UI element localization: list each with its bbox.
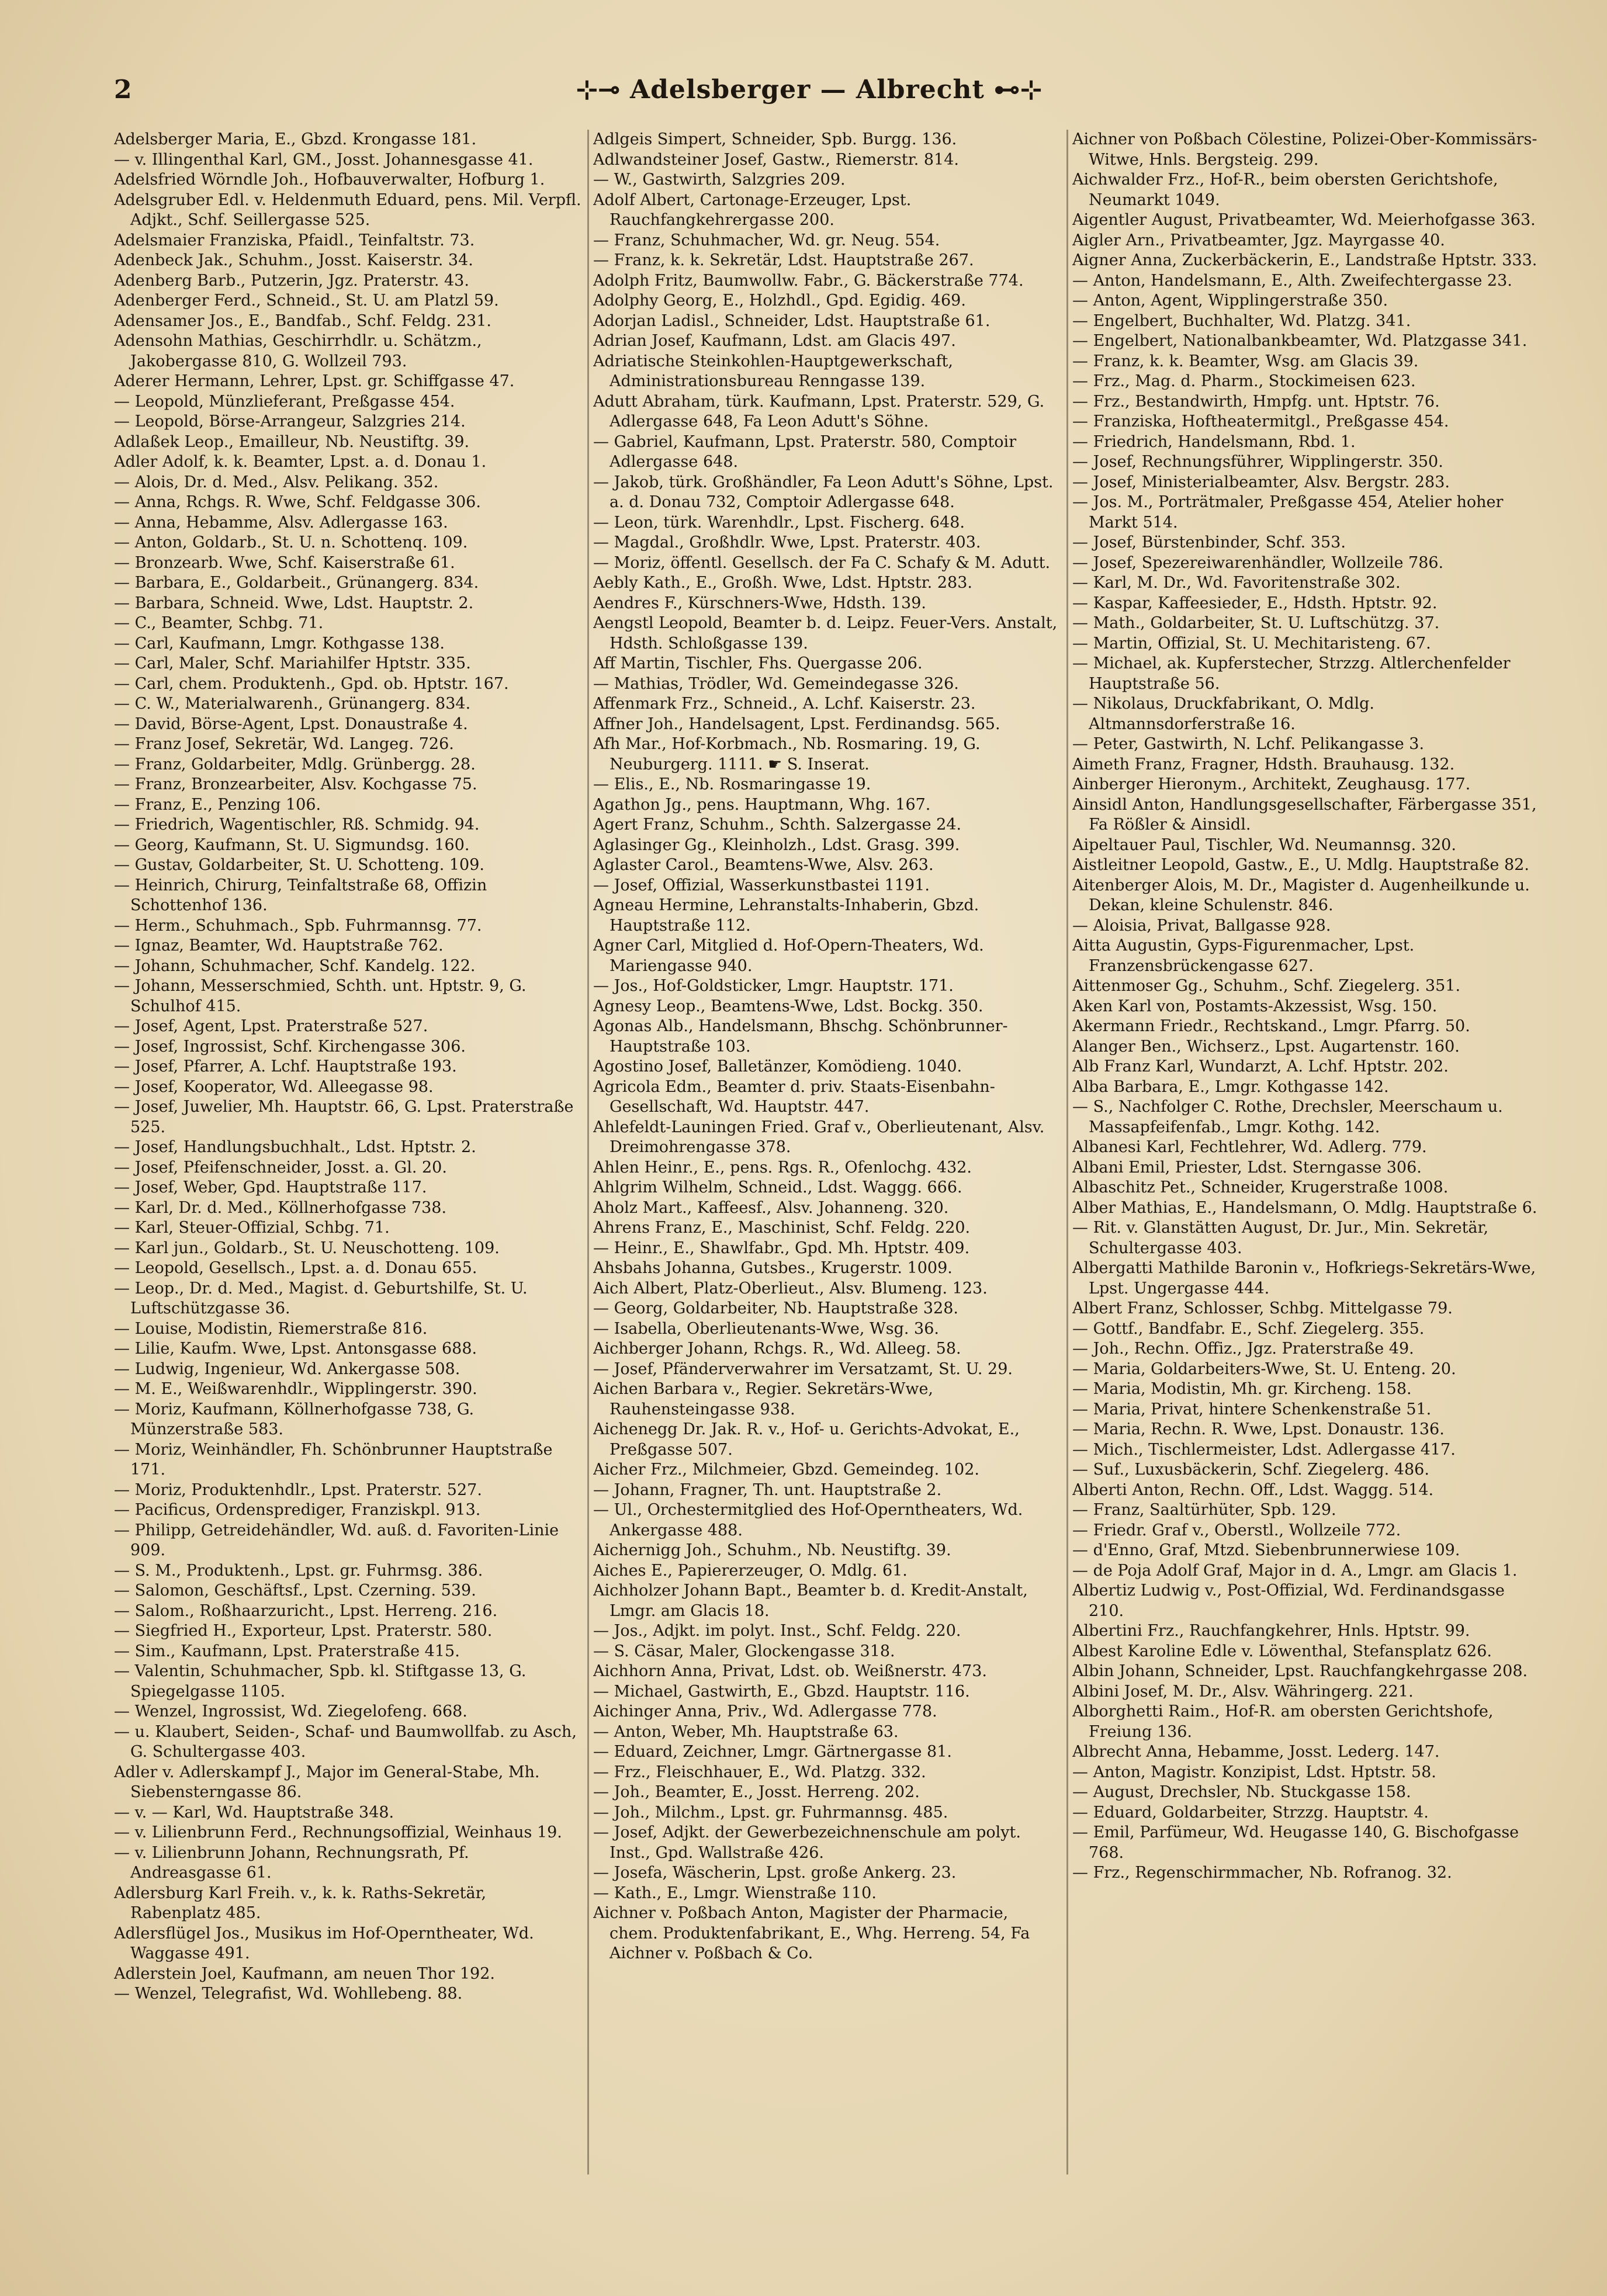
directory-entry: Ahlefeldt-Launingen Fried. Graf v., Oberlieutenant, Alsv. Dreimohrengasse 378. (593, 1118, 1045, 1156)
directory-entry: Albertini Frz., Rauchfangkehrer, Hnls. Hptstr. 99. (1072, 1622, 1470, 1640)
directory-entry: — August, Drechsler, Nb. Stuckgasse 158. (1072, 1783, 1411, 1801)
directory-entry: Agnesy Leop., Beamtens-Wwe, Ldst. Bockg. 350. (593, 997, 983, 1015)
directory-entry: — Salom., Roßhaarzuricht., Lpst. Herreng. 216. (114, 1601, 498, 1620)
directory-entry: — Josef, Offizial, Wasserkunstbastei 1191. (593, 876, 930, 894)
directory-entry: — Jos., Adjkt. im polyt. Inst., Schf. Feldg. 220. (593, 1622, 961, 1640)
directory-entry: — Maria, Privat, hintere Schenkenstraße 51. (1072, 1400, 1432, 1418)
directory-entry: — Peter, Gastwirth, N. Lchf. Pelikangasse 3. (1072, 735, 1425, 753)
directory-entry: — S. Cäsar, Maler, Glockengasse 318. (593, 1642, 895, 1660)
directory-entry: — Isabella, Oberlieutenants-Wwe, Wsg. 36. (593, 1319, 939, 1338)
directory-entry: Aken Karl von, Postamts-Akzessist, Wsg. 150. (1072, 997, 1438, 1015)
directory-entry: — Frz., Fleischhauer, E., Wd. Platzg. 332. (593, 1763, 926, 1781)
directory-entry: — Barbara, E., Goldarbeit., Grünangerg. 834. (114, 574, 479, 592)
directory-entry: — C., Beamter, Schbg. 71. (114, 614, 324, 632)
directory-entry: — Anton, Magistr. Konzipist, Ldst. Hptstr. 58. (1072, 1763, 1436, 1781)
directory-entry: — Carl, chem. Produktenh., Gpd. ob. Hptstr. 167. (114, 674, 509, 693)
directory-entry: Adelsgruber Edl. v. Heldenmuth Eduard, pens. Mil. Verpfl. Adjkt., Schf. Seillergasse 525. (114, 190, 581, 229)
directory-entry: — Friedr. Graf v., Oberstl., Wollzeile 772. (1072, 1521, 1401, 1539)
directory-entry: — Josef, Kooperator, Wd. Alleegasse 98. (114, 1077, 434, 1096)
directory-entry: Aichernigg Joh., Schuhm., Nb. Neustiftg. 39. (593, 1541, 951, 1559)
directory-entry: — Siegfried H., Exporteur, Lpst. Praterstr. 580. (114, 1622, 493, 1640)
directory-entry: — Heinrich, Chirurg, Teinfaltstraße 68, Offizin Schottenhof 136. (114, 876, 487, 914)
directory-entry: — Michael, Gastwirth, E., Gbzd. Hauptstr. 116. (593, 1682, 970, 1701)
directory-entry: — de Poja Adolf Graf, Major in d. A., Lmgr. am Glacis 1. (1072, 1561, 1518, 1580)
directory-entry: — d'Enno, Graf, Mtzd. Siebenbrunnerwiese 109. (1072, 1541, 1460, 1559)
directory-entry: — Maria, Modistin, Mh. gr. Kircheng. 158. (1072, 1380, 1412, 1398)
directory-entry: Adenberg Barb., Putzerin, Jgz. Praterstr. 43. (114, 271, 469, 290)
directory-entry: — Mich., Tischlermeister, Ldst. Adlergasse 417. (1072, 1440, 1456, 1459)
directory-entry: Alberti Anton, Rechn. Off., Ldst. Waggg. 514. (1072, 1480, 1434, 1499)
directory-entry: — Engelbert, Buchhalter, Wd. Platzg. 341. (1072, 311, 1411, 330)
directory-entry: Ahrens Franz, E., Maschinist, Schf. Feldg. 220. (593, 1219, 971, 1237)
directory-entry: — Johann, Fragner, Th. unt. Hauptstraße 2. (593, 1480, 942, 1499)
directory-entry: Albaschitz Pet., Schneider, Krugerstraße 1008. (1072, 1178, 1449, 1196)
directory-entry: — Josef, Handlungsbuchhalt., Ldst. Hptstr. 2. (114, 1138, 476, 1156)
directory-entry: Aichhorn Anna, Privat, Ldst. ob. Weißnerstr. 473. (593, 1662, 987, 1680)
directory-entry: Aigner Anna, Zuckerbäckerin, E., Landstraße Hptstr. 333. (1072, 251, 1537, 269)
directory-entry: — Franz, E., Penzing 106. (114, 795, 321, 814)
directory-entry: — Barbara, Schneid. Wwe, Ldst. Hauptstr. 2. (114, 594, 474, 612)
directory-entry: — v. Illingenthal Karl, GM., Josst. Johannesgasse 41. (114, 150, 534, 169)
directory-entry: — Elis., E., Nb. Rosmaringasse 19. (593, 775, 871, 793)
directory-entry: — Kaspar, Kaffeesieder, E., Hdsth. Hptstr. 92. (1072, 594, 1438, 612)
directory-entry: Adelsfried Wörndle Joh., Hofbauverwalter, Hofburg 1. (114, 171, 545, 189)
directory-entry: — Joh., Rechn. Offiz., Jgz. Praterstraße 49. (1072, 1340, 1414, 1358)
page-number: 2 (114, 75, 132, 105)
directory-entry: — Leopold, Börse-Arrangeur, Salzgries 214. (114, 412, 466, 431)
page-header (114, 75, 1505, 110)
directory-entry: Albani Emil, Priester, Ldst. Sterngasse 306. (1072, 1158, 1422, 1177)
directory-entry: Albert Franz, Schlosser, Schbg. Mittelgasse 79. (1072, 1299, 1453, 1317)
directory-entry: — Suf., Luxusbäckerin, Schf. Ziegelerg. 486. (1072, 1461, 1429, 1479)
directory-entry: — Leopold, Gesellsch., Lpst. a. d. Donau 655. (114, 1259, 477, 1277)
directory-entry: — Josef, Ministerialbeamter, Alsv. Bergstr. 283. (1072, 473, 1450, 491)
directory-entry: — Eduard, Goldarbeiter, Strzzg. Hauptstr. 4. (1072, 1803, 1429, 1822)
directory-entry: — Sim., Kaufmann, Lpst. Praterstraße 415. (114, 1642, 460, 1660)
directory-entry: Aiches E., Papiererzeuger, O. Mdlg. 61. (593, 1561, 908, 1580)
directory-entry: — M. E., Weißwarenhdlr., Wipplingerstr. 390. (114, 1380, 477, 1398)
directory-entry: Agostino Josef, Balletänzer, Komödieng. 1040. (593, 1057, 962, 1076)
directory-entry: — Carl, Maler, Schf. Mariahilfer Hptstr. 335. (114, 654, 471, 672)
directory-entry: Adlersburg Karl Freih. v., k. k. Raths-Sekretär, Rabenplatz 485. (114, 1884, 487, 1922)
directory-entry: — Emil, Parfümeur, Wd. Heugasse 140, G. Bischofgasse 768. (1072, 1823, 1519, 1862)
directory-entry: — Franz Josef, Sekretär, Wd. Langeg. 726. (114, 735, 454, 753)
directory-entry: — David, Börse-Agent, Lpst. Donaustraße 4. (114, 715, 468, 733)
directory-entry: — Ul., Orchestermitglied des Hof-Operntheaters, Wd. Ankergasse 488. (593, 1501, 1023, 1539)
directory-entry: Adlgeis Simpert, Schneider, Spb. Burgg. 136. (593, 130, 957, 148)
directory-entry: Aimeth Franz, Fragner, Hdsth. Brauhausg. 132. (1072, 755, 1455, 774)
directory-entry: — Georg, Kaufmann, St. U. Sigmundsg. 160. (114, 835, 470, 854)
directory-entry: — Anton, Handelsmann, E., Alth. Zweifechtergasse 23. (1072, 271, 1512, 290)
directory-entry: — Johann, Schuhmacher, Schf. Kandelg. 122. (114, 956, 476, 975)
directory-entry: — Jakob, türk. Großhändler, Fa Leon Adutt's Söhne, Lpst. a. d. Donau 732, Comptoir Adlergasse 648. (593, 473, 1054, 511)
directory-entry: — Georg, Goldarbeiter, Nb. Hauptstraße 328. (593, 1299, 958, 1317)
directory-entry: — Jos. M., Porträtmaler, Preßgasse 454, Atelier hoher Markt 514. (1072, 493, 1504, 532)
directory-entry: — Josef, Spezereiwarenhändler, Wollzeile 786. (1072, 553, 1444, 572)
directory-entry: — Moriz, öffentl. Gesellsch. der Fa C. Schafy & M. Adutt. (593, 553, 1051, 572)
directory-entry: Aittenmoser Gg., Schuhm., Schf. Ziegelerg. 351. (1072, 977, 1461, 995)
directory-entry: Aengstl Leopold, Beamter b. d. Leipz. Feuer-Vers. Anstalt, Hdsth. Schloßgasse 139. (593, 614, 1058, 653)
directory-entry: — Joh., Milchm., Lpst. gr. Fuhrmannsg. 485. (593, 1803, 948, 1822)
directory-entry: Adlaßek Leop., Emailleur, Nb. Neustiftg. 39. (114, 432, 470, 451)
directory-entry: Adolph Fritz, Baumwollw. Fabr., G. Bäckerstraße 774. (593, 271, 1024, 290)
directory-entry: — Carl, Kaufmann, Lmgr. Kothgasse 138. (114, 634, 445, 653)
directory-entry: — Johann, Messerschmied, Schth. unt. Hptstr. 9, G. Schulhof 415. (114, 977, 527, 1015)
directory-entry: Adorjan Ladisl., Schneider, Ldst. Hauptstraße 61. (593, 311, 990, 330)
directory-entry: Albin Johann, Schneider, Lpst. Rauchfangkehrgasse 208. (1072, 1662, 1528, 1680)
directory-entry: — Josef, Adjkt. der Gewerbezeichnenschule am polyt. Inst., Gpd. Wallstraße 426. (593, 1823, 1021, 1862)
directory-entry: — Alois, Dr. d. Med., Alsv. Pelikang. 352. (114, 473, 439, 491)
directory-entry: Adelsberger Maria, E., Gbzd. Krongasse 181. (114, 130, 477, 148)
directory-entry: — Nikolaus, Druckfabrikant, O. Mdlg. Altmannsdorferstraße 16. (1072, 695, 1374, 733)
directory-entry: Albanesi Karl, Fechtlehrer, Wd. Adlerg. 779. (1072, 1138, 1427, 1156)
column-1 (114, 130, 581, 2256)
directory-entry: Aglaster Carol., Beamtens-Wwe, Alsv. 263. (593, 856, 934, 874)
directory-entry: Aich Albert, Platz-Oberlieut., Alsv. Blumeng. 123. (593, 1279, 988, 1298)
directory-entry: — Leop., Dr. d. Med., Magist. d. Geburtshilfe, St. U. Luftschützgasse 36. (114, 1279, 528, 1317)
directory-entry: — Josef, Rechnungsführer, Wipplingerstr. 350. (1072, 453, 1443, 471)
directory-entry: — Maria, Rechn. R. Wwe, Lpst. Donaustr. 136. (1072, 1420, 1445, 1438)
directory-entry: Ahlgrim Wilhelm, Schneid., Ldst. Waggg. 666. (593, 1178, 962, 1196)
directory-entry: Aebly Kath., E., Großh. Wwe, Ldst. Hptstr. 283. (593, 574, 972, 592)
directory-entry: — Aloisia, Privat, Ballgasse 928. (1072, 916, 1331, 935)
directory-entry: — Leon, türk. Warenhdlr., Lpst. Fischerg. 648. (593, 513, 965, 532)
directory-entry: Aendres F., Kürschners-Wwe, Hdsth. 139. (593, 594, 926, 612)
directory-entry: — Philipp, Getreidehändler, Wd. auß. d. Favoriten-Linie 909. (114, 1521, 559, 1559)
directory-entry: — Franz, Bronzearbeiter, Alsv. Kochgasse 75. (114, 775, 477, 793)
directory-entry: — Salomon, Geschäftsf., Lpst. Czerning. 539. (114, 1581, 476, 1600)
directory-entry: — Maria, Goldarbeiters-Wwe, St. U. Enteng. 20. (1072, 1359, 1456, 1378)
directory-entry: — Martin, Offizial, St. U. Mechitaristeng. 67. (1072, 634, 1431, 653)
directory-entry: Aichholzer Johann Bapt., Beamter b. d. Kredit-Anstalt, Lmgr. am Glacis 18. (593, 1581, 1028, 1620)
column-2 (593, 130, 1061, 2256)
directory-entry: Aichenegg Dr. Jak. R. v., Hof- u. Gerichts-Advokat, E., Preßgasse 507. (593, 1420, 1020, 1459)
directory-entry: — Heinr., E., Shawlfabr., Gpd. Mh. Hptstr. 409. (593, 1239, 970, 1257)
directory-entry: Aichner v. Poßbach Anton, Magister der Pharmacie, chem. Produktenfabrikant, E., Whg. Herreng. 54, Fa Aichner v. Poßbach & Co. (593, 1904, 1030, 1962)
directory-entry: — Pacificus, Ordensprediger, Franziskpl. 913. (114, 1501, 481, 1519)
directory-entry: Aistleitner Leopold, Gastw., E., U. Mdlg. Hauptstraße 82. (1072, 856, 1529, 874)
directory-entry: — Mathias, Trödler, Wd. Gemeindegasse 326. (593, 674, 959, 693)
directory-entry: — Jos., Hof-Goldsticker, Lmgr. Hauptstr. 171. (593, 977, 954, 995)
directory-entry: — Ludwig, Ingenieur, Wd. Ankergasse 508. (114, 1359, 460, 1378)
directory-entry: Agricola Edm., Beamter d. priv. Staats-Eisenbahn-Gesellschaft, Wd. Hauptstr. 447. (593, 1077, 995, 1116)
directory-entry: — v. — Karl, Wd. Hauptstraße 348. (114, 1803, 394, 1822)
directory-entry: Adlerstein Joel, Kaufmann, am neuen Thor 192. (114, 1964, 495, 1983)
directory-entry: Adriatische Steinkohlen-Hauptgewerkschaft, Administrationsbureau Renngasse 139. (593, 352, 953, 390)
directory-entry: Alb Franz Karl, Wundarzt, A. Lchf. Hptstr. 202. (1072, 1057, 1449, 1076)
directory-entry: — Herm., Schuhmach., Spb. Fuhrmannsg. 77. (114, 916, 482, 935)
directory-entry: Albrecht Anna, Hebamme, Josst. Lederg. 147. (1072, 1743, 1440, 1761)
directory-entry: — Bronzearb. Wwe, Schf. Kaiserstraße 61. (114, 553, 455, 572)
directory-entry: — Gabriel, Kaufmann, Lpst. Praterstr. 580, Comptoir Adlergasse 648. (593, 432, 1017, 471)
directory-entry: — Franz, Goldarbeiter, Mdlg. Grünbergg. 28. (114, 755, 476, 774)
directory-entry: — Ignaz, Beamter, Wd. Hauptstraße 762. (114, 937, 444, 955)
directory-entry: — Moriz, Kaufmann, Köllnerhofgasse 738, G. Münzerstraße 583. (114, 1400, 475, 1438)
directory-entry: — Anton, Agent, Wipplingerstraße 350. (1072, 292, 1388, 310)
directory-entry: Affenmark Frz., Schneid., A. Lchf. Kaiserstr. 23. (593, 695, 976, 713)
directory-entry: — Franz, k. k. Sekretär, Ldst. Hauptstraße 267. (593, 251, 974, 269)
directory-entry: Ahsbahs Johanna, Gutsbes., Krugerstr. 1009. (593, 1259, 953, 1277)
directory-entry: — Frz., Bestandwirth, Hmpfg. unt. Hptstr. 76. (1072, 392, 1440, 411)
directory-entry: Akermann Friedr., Rechtskand., Lmgr. Pfarrg. 50. (1072, 1017, 1470, 1035)
directory-entry: — Leopold, Münzlieferant, Preßgasse 454. (114, 392, 455, 411)
directory-entry: Aichinger Anna, Priv., Wd. Adlergasse 778. (593, 1702, 937, 1721)
directory-entry: Agert Franz, Schuhm., Schth. Salzergasse 24. (593, 816, 962, 834)
directory-entry: — Friedrich, Wagentischler, Rß. Schmidg. 94. (114, 816, 480, 834)
directory-entry: — Franz, Saaltürhüter, Spb. 129. (1072, 1501, 1336, 1519)
directory-entry: Adrian Josef, Kaufmann, Ldst. am Glacis 497. (593, 332, 956, 350)
directory-entry: — Karl jun., Goldarb., St. U. Neuschotteng. 109. (114, 1239, 500, 1257)
directory-entry: — Friedrich, Handelsmann, Rbd. 1. (1072, 432, 1356, 451)
directory-entry: — Josef, Pfarrer, A. Lchf. Hauptstraße 193. (114, 1057, 457, 1076)
column-divider (587, 130, 589, 2174)
directory-entry: — Math., Goldarbeiter, St. U. Luftschützg. 37. (1072, 614, 1440, 632)
directory-entry: — Moriz, Weinhändler, Fh. Schönbrunner Hauptstraße 171. (114, 1440, 553, 1479)
directory-entry: — v. Lilienbrunn Ferd., Rechnungsoffizial, Weinhaus 19. (114, 1823, 562, 1841)
directory-entry: Adensohn Mathias, Geschirrhdlr. u. Schätzm., Jakobergasse 810, G. Wollzeil 793. (114, 332, 482, 370)
directory-entry: Agneau Hermine, Lehranstalts-Inhaberin, Gbzd. Hauptstraße 112. (593, 896, 979, 935)
directory-entry: Alba Barbara, E., Lmgr. Kothgasse 142. (1072, 1077, 1389, 1096)
directory-entry: Aipeltauer Paul, Tischler, Wd. Neumannsg. 320. (1072, 835, 1456, 854)
directory-entry: Affner Joh., Handelsagent, Lpst. Ferdinandsg. 565. (593, 715, 1000, 733)
directory-entry: Adensamer Jos., E., Bandfab., Schf. Feldg. 231. (114, 311, 491, 330)
directory-entry: Adenbeck Jak., Schuhm., Josst. Kaiserstr. 34. (114, 251, 473, 269)
directory-entry: — Anna, Rchgs. R. Wwe, Schf. Feldgasse 306. (114, 493, 481, 511)
directory-entry: Ahlen Heinr., E., pens. Rgs. R., Ofenlochg. 432. (593, 1158, 972, 1177)
directory-entry: Aichner von Poßbach Cölestine, Polizei-Ober-Kommissärs-Witwe, Hnls. Bergsteig. 299. (1072, 130, 1537, 169)
directory-entry: — Michael, ak. Kupferstecher, Strzzg. Altlerchenfelder Hauptstraße 56. (1072, 654, 1511, 693)
directory-entry: Aglasinger Gg., Kleinholzh., Ldst. Grasg. 399. (593, 835, 960, 854)
directory-entry: — Josef, Agent, Lpst. Praterstraße 527. (114, 1017, 428, 1035)
directory-entry: — S., Nachfolger C. Rothe, Drechsler, Meerschaum u. Massapfeifenfab., Lmgr. Kothg. 142. (1072, 1098, 1503, 1136)
directory-entry: — Karl, M. Dr., Wd. Favoritenstraße 302. (1072, 574, 1401, 592)
directory-entry: Adolf Albert, Cartonage-Erzeuger, Lpst. Rauchfangkehrergasse 200. (593, 190, 912, 229)
directory-entry: — S. M., Produktenh., Lpst. gr. Fuhrmsg. 386. (114, 1561, 483, 1580)
directory-entry: — Gottf., Bandfabr. E., Schf. Ziegelerg. 355. (1072, 1319, 1425, 1338)
directory-entry: — v. Lilienbrunn Johann, Rechnungsrath, Pf. Andreasgasse 61. (114, 1843, 469, 1882)
directory-entry: — Kath., E., Lmgr. Wienstraße 110. (593, 1884, 877, 1902)
directory-entry: — Frz., Regenschirmmacher, Nb. Rofranog. 32. (1072, 1864, 1452, 1882)
directory-entry: Albest Karoline Edle v. Löwenthal, Stefansplatz 626. (1072, 1642, 1492, 1660)
directory-entry: Adutt Abraham, türk. Kaufmann, Lpst. Praterstr. 529, G. Adlergasse 648, Fa Leon Adutt's Söhne. (593, 392, 1045, 431)
directory-entry: Albini Josef, M. Dr., Alsv. Währingerg. 221. (1072, 1682, 1414, 1701)
directory-entry: — Anton, Goldarb., St. U. n. Schottenq. 109. (114, 533, 468, 552)
directory-entry: Aichwalder Frz., Hof-R., beim obersten Gerichtshofe, Neumarkt 1049. (1072, 171, 1498, 209)
directory-entry: — Josefa, Wäscherin, Lpst. große Ankerg. 23. (593, 1864, 957, 1882)
directory-entry: Agathon Jg., pens. Hauptmann, Whg. 167. (593, 795, 931, 814)
directory-entry: — Valentin, Schuhmacher, Spb. kl. Stiftgasse 13, G. Spiegelgasse 1105. (114, 1662, 527, 1701)
directory-entry: Aichen Barbara v., Regier. Sekretärs-Wwe, Rauhensteingasse 938. (593, 1380, 934, 1418)
column-divider (1066, 130, 1068, 2174)
directory-entry: — Josef, Pfeifenschneider, Josst. a. Gl. 20. (114, 1158, 447, 1177)
directory-entry: — Eduard, Zeichner, Lmgr. Gärtnergasse 81. (593, 1743, 952, 1761)
directory-entry: — Joh., Beamter, E., Josst. Herreng. 202. (593, 1783, 920, 1801)
directory-entry: Aigentler August, Privatbeamter, Wd. Meierhofgasse 363. (1072, 211, 1536, 229)
directory-entry: — Anna, Hebamme, Alsv. Adlergasse 163. (114, 513, 448, 532)
directory-entry: — C. W., Materialwarenh., Grünangerg. 834. (114, 695, 471, 713)
directory-entry: Aff Martin, Tischler, Fhs. Quergasse 206. (593, 654, 923, 672)
directory-entry: — W., Gastwirth, Salzgries 209. (593, 171, 846, 189)
directory-entry: Aholz Mart., Kaffeesf., Alsv. Johanneng. 320. (593, 1198, 949, 1217)
directory-entry: — Josef, Weber, Gpd. Hauptstraße 117. (114, 1178, 427, 1196)
directory-entry: Alber Mathias, E., Handelsmann, O. Mdlg. Hauptstraße 6. (1072, 1198, 1537, 1217)
directory-entry: Albergatti Mathilde Baronin v., Hofkriegs-Sekretärs-Wwe, Lpst. Ungergasse 444. (1072, 1259, 1536, 1298)
directory-entry: Aitta Augustin, Gyps-Figurenmacher, Lpst. Franzensbrückengasse 627. (1072, 937, 1415, 975)
directory-entry: — Wenzel, Telegrafist, Wd. Wohllebeng. 88. (114, 1985, 463, 2003)
directory-entry: — Gustav, Goldarbeiter, St. U. Schotteng. 109. (114, 856, 484, 874)
directory-entry: Alanger Ben., Wichserz., Lpst. Augartenstr. 160. (1072, 1037, 1460, 1056)
directory-entry: Aicher Frz., Milchmeier, Gbzd. Gemeindeg. 102. (593, 1461, 979, 1479)
directory-entry: Adelsmaier Franziska, Pfaidl., Teinfaltstr. 73. (114, 231, 475, 249)
directory-entry: — Franziska, Hoftheatermitgl., Preßgasse 454. (1072, 412, 1449, 431)
directory-entry: — Frz., Mag. d. Pharm., Stockimeisen 623. (1072, 372, 1416, 390)
directory-entry: Adler v. Adlerskampf J., Major im General-Stabe, Mh. Siebensterngasse 86. (114, 1763, 540, 1801)
directory-entry: — Lilie, Kaufm. Wwe, Lpst. Antonsgasse 688. (114, 1340, 477, 1358)
directory-entry: Agonas Alb., Handelsmann, Bhschg. Schönbrunner-Hauptstraße 103. (593, 1017, 1008, 1056)
directory-entry: — Josef, Ingrossist, Schf. Kirchengasse 306. (114, 1037, 466, 1056)
directory-entry: Adenberger Ferd., Schneid., St. U. am Platzl 59. (114, 292, 499, 310)
directory-entry: — Engelbert, Nationalbankbeamter, Wd. Platzgasse 341. (1072, 332, 1528, 350)
directory-entry: — Josef, Pfänderverwahrer im Versatzamt, St. U. 29. (593, 1359, 1013, 1378)
directory-entry: Adler Adolf, k. k. Beamter, Lpst. a. d. Donau 1. (114, 453, 487, 471)
directory-entry: — Josef, Juwelier, Mh. Hauptstr. 66, G. Lpst. Praterstraße 525. (114, 1098, 574, 1136)
directory-entry: — u. Klaubert, Seiden-, Schaf- und Baumwollfab. zu Asch, G. Schultergasse 403. (114, 1722, 577, 1761)
directory-entry: — Karl, Dr. d. Med., Köllnerhofgasse 738. (114, 1198, 447, 1217)
directory-entry: — Josef, Bürstenbinder, Schf. 353. (1072, 533, 1346, 552)
directory-entry: Adlersflügel Jos., Musikus im Hof-Operntheater, Wd. Waggasse 491. (114, 1924, 534, 1962)
directory-entry: Aderer Hermann, Lehrer, Lpst. gr. Schiffgasse 47. (114, 372, 515, 390)
directory-entry: Alborghetti Raim., Hof-R. am obersten Gerichtshofe, Freiung 136. (1072, 1702, 1494, 1741)
directory-entry: — Louise, Modistin, Riemerstraße 816. (114, 1319, 428, 1338)
column-3 (1072, 130, 1540, 2256)
directory-entry: — Wenzel, Ingrossist, Wd. Ziegelofeng. 668. (114, 1702, 467, 1721)
directory-entry: Albertiz Ludwig v., Post-Offizial, Wd. Ferdinandsgasse 210. (1072, 1581, 1505, 1620)
directory-entry: — Karl, Steuer-Offizial, Schbg. 71. (114, 1219, 390, 1237)
running-title: ⊹⊸ Adelsberger — Albrecht ⊷⊹ (576, 75, 1043, 105)
directory-entry: Agner Carl, Mitglied d. Hof-Opern-Theaters, Wd. Mariengasse 940. (593, 937, 984, 975)
directory-entry: — Moriz, Produktenhdlr., Lpst. Praterstr. 527. (114, 1480, 482, 1499)
directory-entry: Ainberger Hieronym., Architekt, Zeughausg. 177. (1072, 775, 1471, 793)
directory-entry: — Magdal., Großhdlr. Wwe, Lpst. Praterstr. 403. (593, 533, 981, 552)
directory-entry: Adlwandsteiner Josef, Gastw., Riemerstr. 814. (593, 150, 959, 169)
directory-entry: Aitenberger Alois, M. Dr., Magister d. Augenheilkunde u. Dekan, kleine Schulenstr. 846. (1072, 876, 1530, 914)
directory-entry: Adolphy Georg, E., Holzhdl., Gpd. Egidig. 469. (593, 292, 966, 310)
directory-entry: Afh Mar., Hof-Korbmach., Nb. Rosmaring. 19, G. Neuburgerg. 1111. ☛ S. Inserat. (593, 735, 981, 774)
directory-entry: Ainsidl Anton, Handlungsgesellschafter, Färbergasse 351, Fa Rößler & Ainsidl. (1072, 795, 1537, 834)
directory-entry: Aigler Arn., Privatbeamter, Jgz. Mayrgasse 40. (1072, 231, 1445, 249)
directory-entry: — Franz, Schuhmacher, Wd. gr. Neug. 554. (593, 231, 940, 249)
directory-entry: — Franz, k. k. Beamter, Wsg. am Glacis 39. (1072, 352, 1419, 370)
directory-entry: Aichberger Johann, Rchgs. R., Wd. Alleeg. 58. (593, 1340, 961, 1358)
directory-entry: — Rit. v. Glanstätten August, Dr. Jur., Min. Sekretär, Schultergasse 403. (1072, 1219, 1489, 1257)
directory-entry: — Anton, Weber, Mh. Hauptstraße 63. (593, 1722, 899, 1741)
